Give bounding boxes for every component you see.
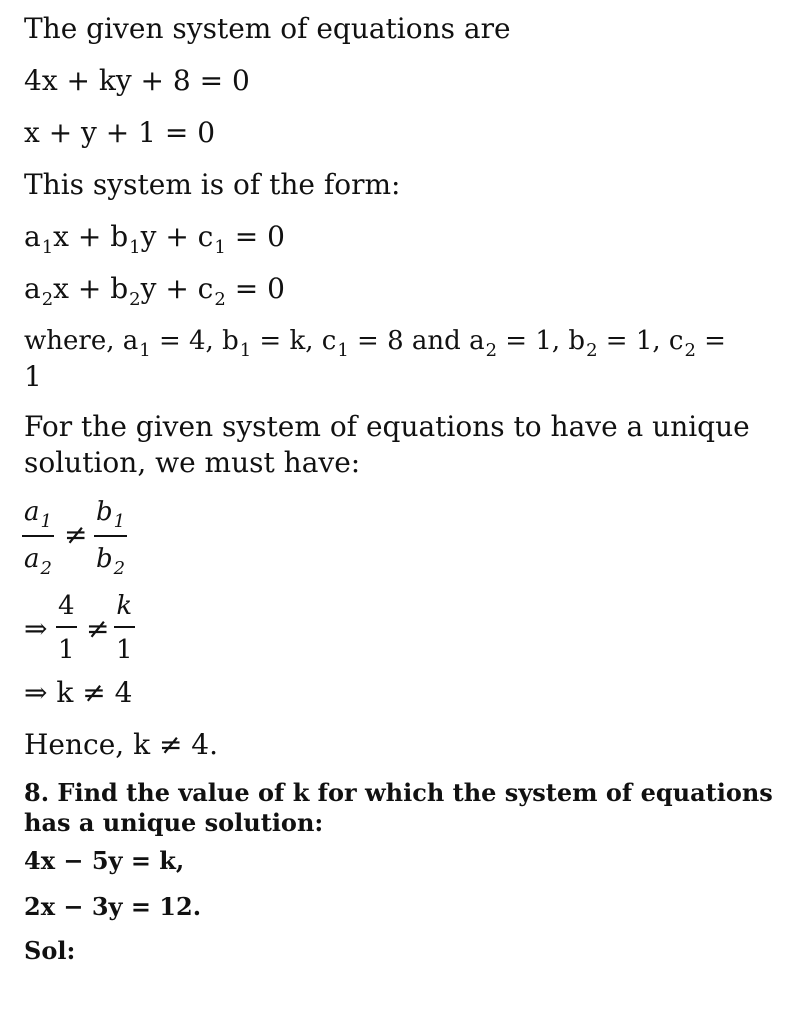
question-line-2: has a unique solution: bbox=[24, 808, 324, 837]
general-equation-2: $a_2x + b_2y + c_2 = 0$ bbox=[24, 272, 285, 310]
fraction-4-1: 4 1 bbox=[58, 591, 75, 665]
fraction-k-1: k 1 bbox=[116, 591, 133, 665]
fraction-b1-b2: $b_1$ $b_2$ bbox=[96, 497, 126, 579]
coefficients-line-wrap: 1 bbox=[24, 360, 42, 393]
condition-line-1: For the given system of equations to have a unique bbox=[24, 410, 750, 443]
implies-arrow: ⇒ bbox=[24, 612, 48, 645]
fraction-bar bbox=[94, 535, 127, 537]
fraction-bar bbox=[22, 535, 54, 537]
conclusion-line: Hence, k ≠ 4. bbox=[24, 728, 219, 761]
question-line-1: 8. Find the value of k for which the system of equations bbox=[24, 778, 773, 807]
general-equation-1: $a_1x + b_1y + c_1 = 0$ bbox=[24, 220, 285, 258]
coefficients-line: where, $a_1 = 4$, $b_1 = k$, $c_1 = 8$ and $a_2 = 1$, $b_2 = 1$, $c_2$ = bbox=[24, 326, 726, 361]
not-equal-sign-2: ≠ bbox=[86, 612, 110, 645]
question-equation-2: 2x − 3y = 12. bbox=[24, 892, 202, 921]
form-line: This system is of the form: bbox=[24, 168, 401, 201]
not-equal-sign: ≠ bbox=[64, 518, 88, 551]
equation-1: 4x + ky + 8 = 0 bbox=[24, 64, 250, 97]
equation-2: x + y + 1 = 0 bbox=[24, 116, 216, 149]
condition-line-2: solution, we must have: bbox=[24, 446, 361, 479]
fraction-a1-a2: $a_1$ $a_2$ bbox=[24, 497, 52, 579]
question-equation-1: 4x − 5y = k, bbox=[24, 846, 185, 875]
intro-line: The given system of equations are bbox=[24, 12, 511, 45]
fraction-bar bbox=[114, 626, 135, 628]
solution-label: Sol: bbox=[24, 936, 76, 965]
fraction-bar bbox=[56, 626, 77, 628]
result-line: ⇒ k ≠ 4 bbox=[24, 676, 133, 709]
